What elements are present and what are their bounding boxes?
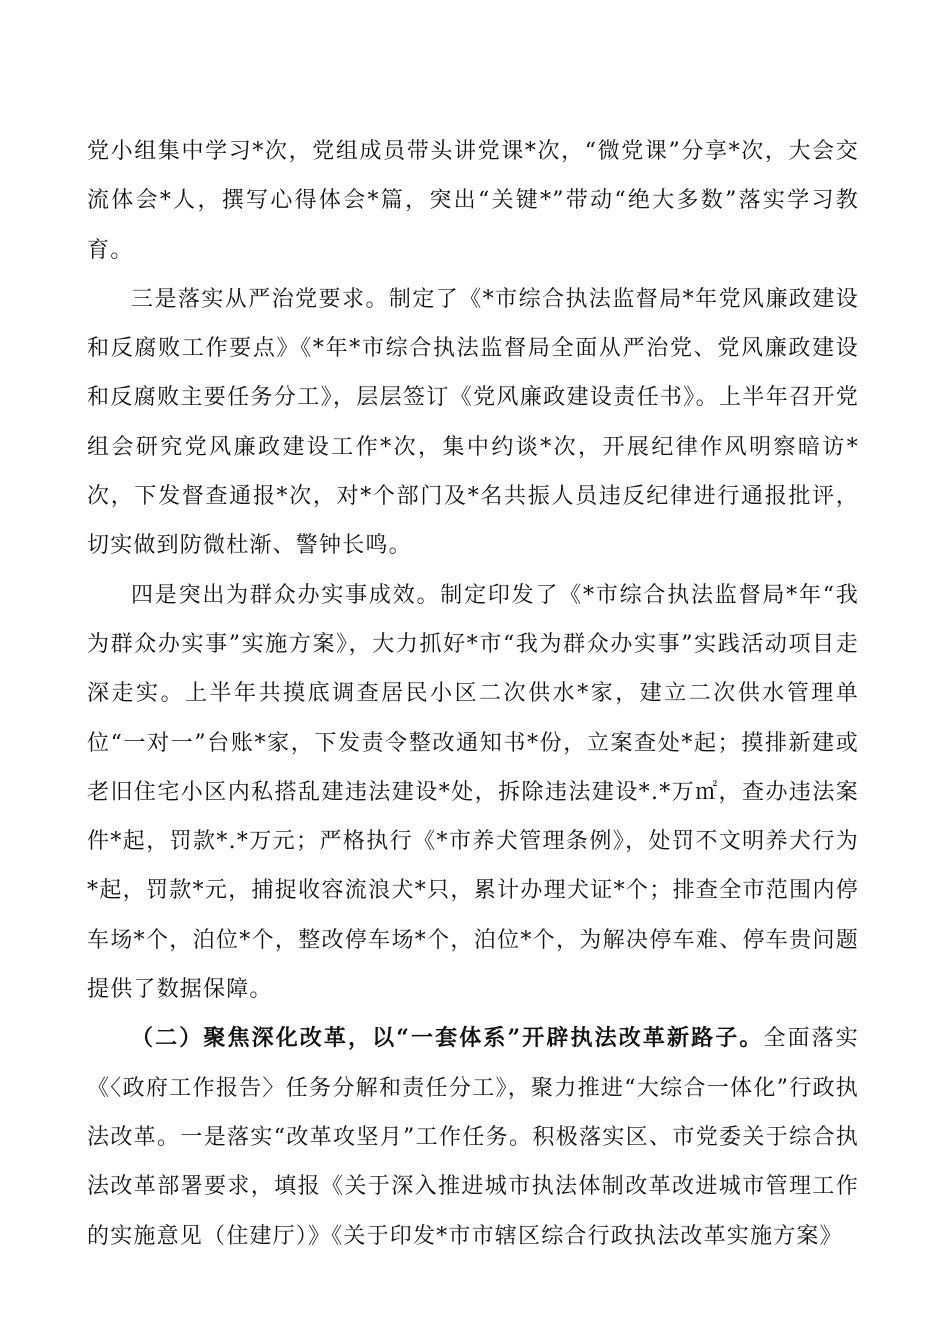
paragraph-1-text: 党小组集中学习*次，党组成员带头讲党课*次，“微党课”分享*次，大会交流体会*人，撰写心得体会*篇，突出“关键*”带动“绝大多数”落实学习教育。 xyxy=(87,139,859,263)
paragraph-2-text: 三是落实从严治党要求。制定了《*市综合执法监督局*年党风廉政建设和反腐败工作要点》《*年*市综合执法监督局全面从严治党、党风廉政建设和反腐败主要任务分工》，层层签订《党风廉政建设责任书》。上半年召开党组会研究党风廉政建设工作*次，集中约谈*次，开展纪律作风明察暗访*次，下发督查通报*次，对*个部门及*名共振人员违反纪律进行通报批评，切实做到防微杜渐、警钟长鸣。 xyxy=(87,286,859,559)
paragraph-4-text: 全面落实《〈政府工作报告〉任务分解和责任分工》，聚力推进“大综合一体化”行政执法改革。一是落实“改革攻坚月”工作任务。积极落实区、市党委关于综合执法改革部署要求，填报《关于深入推进城市执法体制改革改进城市管理工作的实施意见（住建厅）》《关于印发*市市辖区综合行政执法改革实施方案》 xyxy=(87,1026,859,1249)
paragraph-3-text: 四是突出为群众办实事成效。制定印发了《*市综合执法监督局*年“我为群众办实事”实施方案》，大力抓好*市“我为群众办实事”实践活动项目走深走实。上半年共摸底调查居民小区二次供水*家，建立二次供水管理单位“一对一”台账*家，下发责令整改通知书*份，立案查处*起；摸排新建或老旧住宅小区内私搭乱建违法建设*处，拆除违法建设*.*万㎡，查办违法案件*起，罚款*.*万元；严格执行《*市养犬管理条例》，处罚不文明养犬行为*起，罚款*元，捕捉收容流浪犬*只，累计办理犬证*个；排查全市范围内停车场*个，泊位*个，整改停车场*个，泊位*个，为解决停车难、停车贵问题提供了数据保障。 xyxy=(87,582,859,1003)
section-heading-2: （二）聚焦深化改革，以“一套体系”开辟执法改革新路子。 xyxy=(131,1025,764,1052)
document-body xyxy=(87,127,859,1261)
paragraph-3 xyxy=(87,571,859,1015)
paragraph-2 xyxy=(87,275,859,571)
paragraph-4 xyxy=(87,1014,859,1260)
paragraph-1 xyxy=(87,127,859,275)
